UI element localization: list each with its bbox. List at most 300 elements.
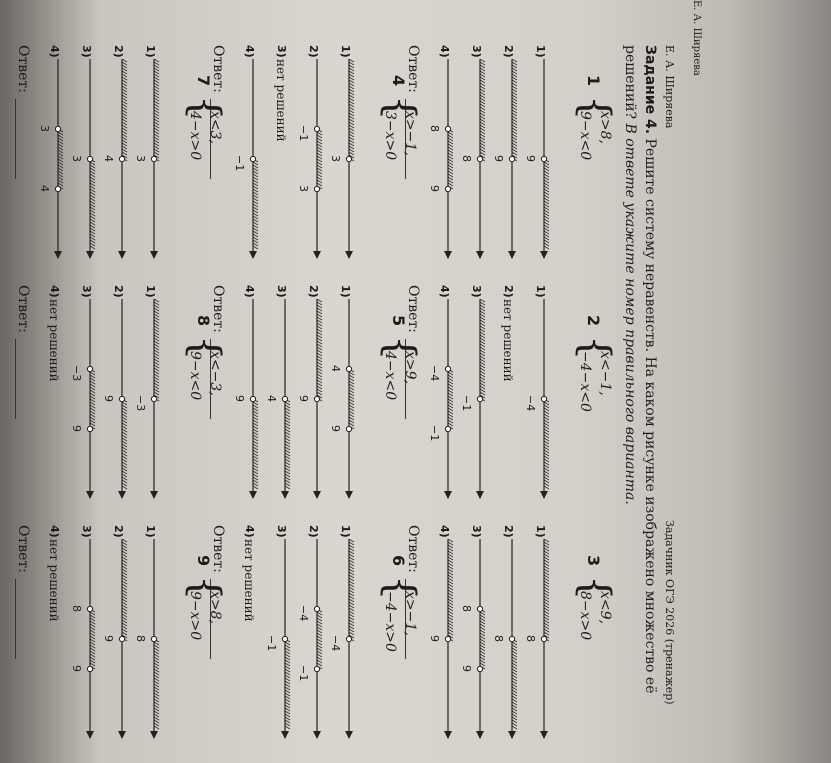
hatch-mark: [349, 393, 354, 396]
hatch-mark: [90, 237, 95, 240]
hatch-mark: [285, 696, 290, 699]
hatch-mark: [349, 101, 354, 104]
hatch-mark: [285, 453, 290, 456]
hatch-mark: [349, 110, 354, 113]
hatch-mark: [448, 581, 453, 584]
hatch-mark: [349, 381, 354, 384]
tick-label: 3: [297, 185, 310, 192]
hatch-mark: [122, 468, 127, 471]
hatch-mark: [512, 696, 517, 699]
inequality-2: 4−x<0: [382, 351, 398, 401]
hatch-mark: [122, 113, 127, 116]
hatch-mark: [544, 444, 549, 447]
hatch-mark: [154, 311, 159, 314]
hatch-mark: [253, 162, 258, 165]
answer-option[interactable]: [67, 45, 99, 285]
hatch-mark: [122, 447, 127, 450]
option-label: 1): [534, 285, 547, 298]
tick-label: 8: [70, 605, 83, 612]
hatch-mark: [480, 356, 485, 359]
answer-option[interactable]: [99, 45, 131, 285]
hatch-mark: [90, 633, 95, 636]
hatch-mark: [90, 621, 95, 624]
hatch-mark: [544, 602, 549, 605]
hatch-mark: [122, 149, 127, 152]
hatch-mark: [544, 222, 549, 225]
hatch-mark: [349, 605, 354, 608]
hatch-mark: [154, 672, 159, 675]
option-label: 2): [502, 45, 515, 58]
hatch-mark: [285, 645, 290, 648]
number-line: [81, 539, 99, 739]
hatch-mark: [285, 726, 290, 729]
hatch-mark: [122, 101, 127, 104]
answer-option[interactable]: [521, 525, 553, 763]
hatch-mark: [480, 386, 485, 389]
hatch-mark: [480, 371, 485, 374]
hatch-mark: [285, 465, 290, 468]
hatch-mark: [317, 299, 322, 302]
hatch-mark: [122, 110, 127, 113]
answer-option[interactable]: [294, 525, 326, 763]
hatch-mark: [544, 423, 549, 426]
hatch-mark: [90, 243, 95, 246]
number-line: [113, 539, 131, 739]
answer-option[interactable]: [521, 45, 553, 285]
hatch-mark: [349, 408, 354, 411]
hatch-mark: [58, 141, 63, 144]
answer-blank[interactable]: [15, 339, 16, 419]
hatch-mark: [285, 486, 290, 489]
hatch-mark: [512, 125, 517, 128]
answer-option[interactable]: [326, 285, 358, 525]
hatch-mark: [90, 231, 95, 234]
hatch-mark: [544, 623, 549, 626]
open-point: [151, 156, 156, 161]
hatch-mark: [349, 614, 354, 617]
hatch-mark: [349, 548, 354, 551]
hatch-mark: [317, 308, 322, 311]
hatch-mark: [154, 717, 159, 720]
tick-label: 9: [102, 395, 115, 402]
answer-option[interactable]: [326, 525, 358, 763]
hatch-mark: [544, 563, 549, 566]
option-label: 2): [502, 525, 515, 538]
hatch-mark: [154, 681, 159, 684]
hatch-mark: [285, 663, 290, 666]
answer-option[interactable]: [457, 285, 489, 525]
hatch-mark: [448, 590, 453, 593]
answer-option[interactable]: [294, 45, 326, 285]
option-label: 3): [275, 45, 288, 58]
hatch-mark: [349, 557, 354, 560]
hatch-mark: [512, 669, 517, 672]
hatch-mark: [448, 156, 453, 159]
answer-option[interactable]: [131, 525, 163, 763]
hatch-mark: [480, 311, 485, 314]
option-label: 2): [112, 285, 125, 298]
arrow-head-icon: [540, 731, 548, 739]
open-point: [445, 426, 450, 431]
hatch-mark: [154, 83, 159, 86]
no-solutions-text: нет решений: [274, 59, 288, 142]
hatch-mark: [253, 195, 258, 198]
hatch-mark: [317, 621, 322, 624]
hatch-mark: [349, 137, 354, 140]
arrow-head-icon: [508, 251, 516, 259]
answer-option[interactable]: [230, 525, 262, 763]
hatch-mark: [544, 429, 549, 432]
hatch-mark: [544, 237, 549, 240]
hatch-mark: [90, 384, 95, 387]
hatch-mark: [90, 198, 95, 201]
hatch-mark: [154, 62, 159, 65]
hatch-mark: [349, 89, 354, 92]
hatch-mark: [448, 551, 453, 554]
hatch-mark: [285, 423, 290, 426]
arrow-head-icon: [249, 251, 257, 259]
hatch-mark: [544, 435, 549, 438]
hatch-mark: [58, 183, 63, 186]
hatch-mark: [544, 219, 549, 222]
hatch-mark: [154, 726, 159, 729]
answer-option[interactable]: [99, 285, 131, 525]
hatch-mark: [512, 693, 517, 696]
hatch-mark: [512, 134, 517, 137]
hatch-mark: [512, 62, 517, 65]
hatch-mark: [285, 648, 290, 651]
hatch-mark: [122, 599, 127, 602]
hatch-mark: [154, 347, 159, 350]
hatch-mark: [285, 438, 290, 441]
hatch-mark: [448, 632, 453, 635]
option-label: 4): [438, 285, 451, 298]
option-label: 2): [307, 525, 320, 538]
hatch-mark: [349, 414, 354, 417]
hatch-mark: [154, 104, 159, 107]
number-line: [145, 299, 163, 499]
answer-option[interactable]: [35, 45, 67, 285]
hatch-mark: [122, 137, 127, 140]
hatch-mark: [544, 201, 549, 204]
hatch-mark: [349, 152, 354, 155]
hatch-mark: [349, 569, 354, 572]
hatch-mark: [90, 387, 95, 390]
hatch-mark: [448, 617, 453, 620]
hatch-mark: [349, 122, 354, 125]
system-brace: {: [572, 95, 618, 121]
hatch-mark: [317, 630, 322, 633]
hatch-mark: [253, 213, 258, 216]
option-label: 3): [80, 285, 93, 298]
answer-option[interactable]: [294, 285, 326, 525]
open-point: [314, 666, 319, 671]
hatch-mark: [480, 377, 485, 380]
hatch-mark: [285, 702, 290, 705]
number-line: [244, 59, 262, 259]
hatch-mark: [58, 174, 63, 177]
hatch-mark: [90, 204, 95, 207]
hatch-mark: [544, 542, 549, 545]
hatch-mark: [122, 623, 127, 626]
open-point: [119, 396, 124, 401]
hatch-mark: [90, 642, 95, 645]
option-label: 4): [48, 45, 61, 58]
book-subtitle: Задачник ОГЭ 2026 (тренажер): [663, 520, 676, 705]
number-line: [535, 299, 553, 499]
hatch-mark: [122, 128, 127, 131]
hatch-mark: [90, 627, 95, 630]
hatch-mark: [154, 392, 159, 395]
hatch-mark: [285, 480, 290, 483]
hatch-mark: [154, 323, 159, 326]
arrow-head-icon: [476, 491, 484, 499]
number-line: [308, 299, 326, 499]
hatch-mark: [154, 386, 159, 389]
hatch-mark: [317, 180, 322, 183]
tick-label: 9: [492, 155, 505, 162]
answer-blank[interactable]: [15, 579, 16, 659]
hatch-mark: [448, 378, 453, 381]
hatch-mark: [122, 581, 127, 584]
open-point: [250, 396, 255, 401]
hatch-mark: [448, 171, 453, 174]
answer-option[interactable]: [262, 525, 294, 763]
answer-option[interactable]: [521, 285, 553, 525]
hatch-mark: [90, 648, 95, 651]
hatch-mark: [122, 104, 127, 107]
hatch-mark: [253, 456, 258, 459]
hatch-mark: [512, 711, 517, 714]
answer-option[interactable]: [67, 525, 99, 763]
answer-option[interactable]: [262, 285, 294, 525]
answer-blank[interactable]: [15, 99, 16, 179]
hatch-mark: [154, 152, 159, 155]
hatch-mark: [90, 216, 95, 219]
hatch-mark: [285, 444, 290, 447]
tick-label: 4: [38, 185, 51, 192]
answer-label: Ответ:: [210, 525, 226, 573]
answer-option[interactable]: [131, 285, 163, 525]
hatch-mark: [253, 243, 258, 246]
hatch-mark: [122, 59, 127, 62]
hatch-mark: [90, 162, 95, 165]
hatch-mark: [512, 98, 517, 101]
hatch-mark: [90, 165, 95, 168]
hatch-mark: [122, 408, 127, 411]
hatch-mark: [122, 143, 127, 146]
hatch-mark: [122, 456, 127, 459]
hatch-mark: [285, 675, 290, 678]
hatch-mark: [122, 584, 127, 587]
hatch-mark: [544, 474, 549, 477]
hatch-mark: [480, 71, 485, 74]
hatch-mark: [448, 587, 453, 590]
hatch-mark: [90, 408, 95, 411]
option-label: 2): [112, 45, 125, 58]
hatch-mark: [349, 566, 354, 569]
answer-option[interactable]: [230, 285, 262, 525]
hatch-mark: [90, 411, 95, 414]
hatch-mark: [285, 417, 290, 420]
hatch-mark: [317, 651, 322, 654]
hatch-mark: [122, 62, 127, 65]
hatch-mark: [253, 423, 258, 426]
hatch-mark: [317, 168, 322, 171]
hatch-mark: [317, 663, 322, 666]
hatch-mark: [512, 648, 517, 651]
open-point: [151, 396, 156, 401]
system-brace: {: [377, 95, 423, 121]
hatch-mark: [122, 459, 127, 462]
hatch-mark: [154, 119, 159, 122]
answer-option[interactable]: [67, 285, 99, 525]
hatch-mark: [544, 477, 549, 480]
hatch-mark: [154, 380, 159, 383]
hatch-mark: [480, 329, 485, 332]
answer-option[interactable]: [425, 45, 457, 285]
open-point: [445, 186, 450, 191]
hatch-mark: [154, 335, 159, 338]
hatch-mark: [122, 590, 127, 593]
hatch-mark: [480, 119, 485, 122]
answer-option[interactable]: [489, 45, 521, 285]
hatch-mark: [512, 68, 517, 71]
hatch-mark: [544, 554, 549, 557]
hatch-mark: [154, 95, 159, 98]
hatch-mark: [90, 402, 95, 405]
option-label: 3): [470, 525, 483, 538]
open-point: [509, 636, 514, 641]
hatch-mark: [480, 86, 485, 89]
hatch-mark: [285, 429, 290, 432]
hatch-mark: [253, 201, 258, 204]
hatch-mark: [58, 165, 63, 168]
hatch-mark: [122, 68, 127, 71]
hatch-mark: [154, 371, 159, 374]
hatch-mark: [480, 125, 485, 128]
hatch-mark: [349, 632, 354, 635]
open-point: [445, 636, 450, 641]
hatch-mark: [480, 305, 485, 308]
hatch-mark: [349, 131, 354, 134]
hatch-mark: [90, 417, 95, 420]
answer-option[interactable]: [326, 45, 358, 285]
hatch-mark: [122, 629, 127, 632]
answer-option[interactable]: [425, 285, 457, 525]
hatch-mark: [544, 468, 549, 471]
answer-option[interactable]: [99, 525, 131, 763]
answer-option[interactable]: [489, 285, 521, 525]
hatch-mark: [154, 146, 159, 149]
hatch-mark: [480, 326, 485, 329]
answer-option[interactable]: [425, 525, 457, 763]
hatch-mark: [480, 362, 485, 365]
answer-option[interactable]: [262, 45, 294, 285]
hatch-mark: [480, 654, 485, 657]
hatch-mark: [90, 195, 95, 198]
answer-option[interactable]: [457, 525, 489, 763]
hatch-mark: [285, 690, 290, 693]
hatch-mark: [544, 192, 549, 195]
hatch-mark: [512, 86, 517, 89]
hatch-mark: [512, 65, 517, 68]
hatch-mark: [253, 426, 258, 429]
hatch-mark: [253, 447, 258, 450]
hatch-mark: [512, 59, 517, 62]
answer-option[interactable]: [35, 285, 67, 525]
hatch-mark: [253, 240, 258, 243]
hatch-mark: [122, 83, 127, 86]
hatch-mark: [122, 545, 127, 548]
hatch-mark: [512, 645, 517, 648]
hatch-mark: [253, 486, 258, 489]
hatch-mark: [122, 566, 127, 569]
hatch-mark: [253, 408, 258, 411]
option-label: 3): [275, 525, 288, 538]
open-point: [346, 156, 351, 161]
hatch-mark: [253, 234, 258, 237]
hatch-mark: [349, 390, 354, 393]
tick-label: 4: [329, 365, 342, 372]
open-point: [87, 366, 92, 371]
answer-option[interactable]: [230, 45, 262, 285]
hatch-mark: [253, 198, 258, 201]
hatch-mark: [480, 107, 485, 110]
hatch-mark: [480, 645, 485, 648]
hatch-mark: [317, 326, 322, 329]
answer-option[interactable]: [489, 525, 521, 763]
hatch-mark: [122, 441, 127, 444]
hatch-mark: [253, 438, 258, 441]
hatch-mark: [285, 642, 290, 645]
hatch-mark: [544, 590, 549, 593]
answer-option[interactable]: [35, 525, 67, 763]
hatch-mark: [122, 98, 127, 101]
hatch-mark: [253, 441, 258, 444]
hatch-mark: [58, 132, 63, 135]
hatch-mark: [349, 551, 354, 554]
number-line: [244, 299, 262, 499]
hatch-mark: [480, 149, 485, 152]
hatch-mark: [154, 131, 159, 134]
open-point: [151, 636, 156, 641]
hatch-mark: [285, 705, 290, 708]
hatch-mark: [317, 302, 322, 305]
hatch-mark: [154, 362, 159, 365]
hatch-mark: [349, 402, 354, 405]
hatch-mark: [122, 465, 127, 468]
hatch-mark: [58, 147, 63, 150]
hatch-mark: [317, 320, 322, 323]
hatch-mark: [349, 396, 354, 399]
hatch-mark: [90, 222, 95, 225]
hatch-mark: [512, 663, 517, 666]
hatch-mark: [448, 144, 453, 147]
arrow-head-icon: [508, 731, 516, 739]
answer-option[interactable]: [457, 45, 489, 285]
answer-option[interactable]: [131, 45, 163, 285]
hatch-mark: [349, 629, 354, 632]
option-label: 1): [339, 525, 352, 538]
hatch-mark: [154, 77, 159, 80]
hatch-mark: [122, 116, 127, 119]
hatch-mark: [349, 77, 354, 80]
hatch-mark: [253, 477, 258, 480]
hatch-mark: [448, 560, 453, 563]
hatch-mark: [317, 347, 322, 350]
inequality-system: [163, 285, 228, 525]
